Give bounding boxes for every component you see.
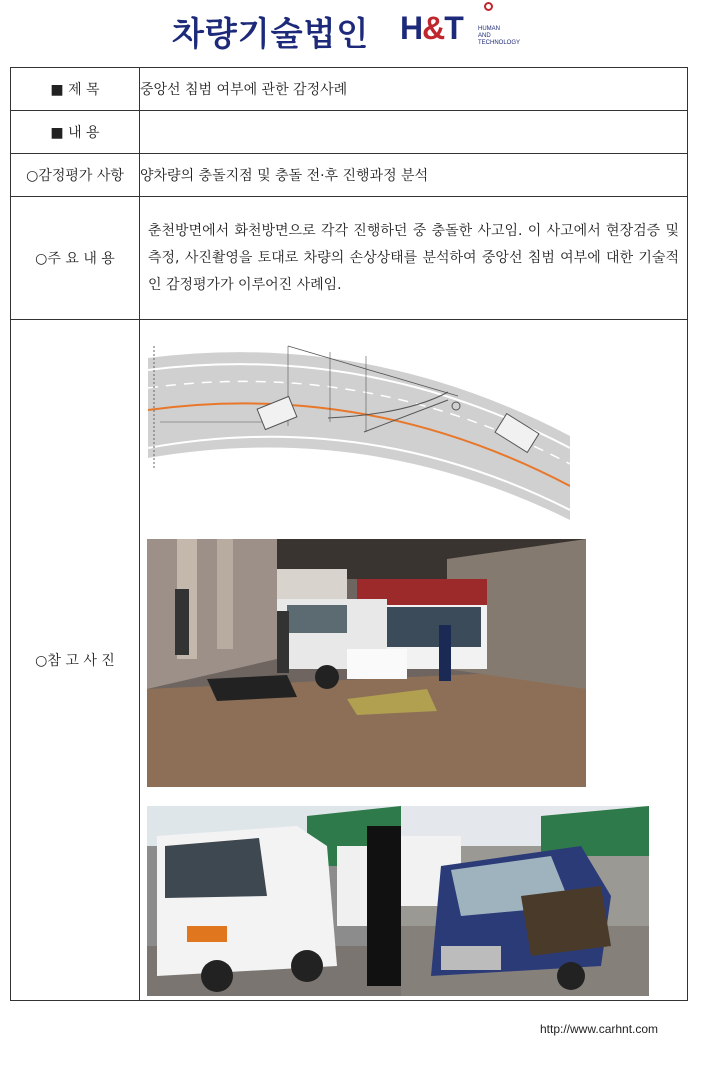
main-content-text: 춘천방면에서 화천방면으로 각각 진행하던 중 충돌한 사고임. 이 사고에서 현장검증 및 측정, 사진촬영을 토대로 차량의 손상상태를 분석하여 중앙선 침범 여부에 대한 기술적인 감정평가가 이루어진 사례임. [148, 222, 679, 293]
evaluation-value: 양차량의 충돌지점 및 충돌 전·후 진행과정 분석 [140, 154, 688, 197]
logo-circle-icon [484, 2, 493, 11]
accident-scene-photo [147, 539, 586, 787]
letterhead [0, 0, 721, 60]
content-label: ■ 내 용 [11, 111, 140, 154]
reference-photos-cell [140, 320, 688, 1001]
appraisal-table [10, 67, 688, 1001]
title-label: ■ 제 목 [11, 68, 140, 111]
company-logo-korean: 차량기술법인 [172, 14, 370, 53]
reference-photos-label: ○참 고 사 진 [11, 320, 140, 1001]
main-content-label: ○주 요 내 용 [11, 197, 140, 320]
website-url[interactable]: http://www.carhnt.com [540, 1022, 659, 1036]
main-content-cell [140, 197, 688, 320]
collision-diagram [148, 340, 570, 524]
company-logo-subtitle: HUMAN AND TECHNOLOGY [478, 26, 521, 46]
damaged-truck-photo [401, 806, 649, 996]
title-value: 중앙선 침범 여부에 관한 감정사례 [140, 68, 688, 111]
company-logo-brand: H&T [400, 10, 463, 46]
evaluation-label: ○감정평가 사항 [11, 154, 140, 197]
content-value [140, 111, 688, 154]
white-truck-photo [147, 806, 401, 996]
